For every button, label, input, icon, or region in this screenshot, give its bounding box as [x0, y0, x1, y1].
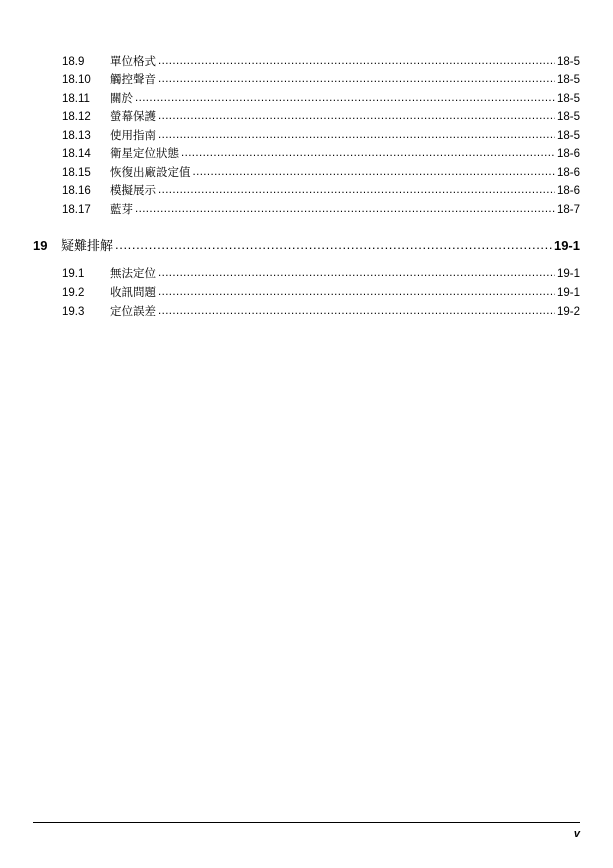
dot-leader	[158, 72, 555, 86]
footer-divider	[33, 822, 580, 823]
toc-entry-18-10[interactable]	[62, 73, 580, 87]
toc-entry-page: 19-1	[556, 287, 580, 299]
toc-entry-19-2[interactable]	[62, 286, 580, 300]
toc-entry-page: 18-5	[556, 56, 580, 68]
toc-entry-number: 18.16	[62, 185, 91, 197]
dot-leader	[115, 236, 552, 254]
dot-leader	[158, 183, 555, 197]
toc-entry-title: 關於	[110, 93, 133, 105]
toc-entry-title: 觸控聲音	[110, 74, 156, 86]
toc-entry-page: 18-5	[556, 93, 580, 105]
toc-entry-number: 19.1	[62, 268, 85, 280]
toc-entry-page: 18-5	[556, 111, 580, 123]
toc-entry-page: 18-5	[556, 74, 580, 86]
toc-entry-18-13[interactable]	[62, 129, 580, 143]
toc-entry-number: 18.14	[62, 148, 91, 160]
dot-leader	[181, 146, 555, 160]
toc-entry-title: 定位誤差	[110, 306, 156, 318]
toc-entry-title: 衛星定位狀態	[110, 148, 179, 160]
toc-chapter-title: 疑難排解	[61, 238, 114, 253]
toc-entry-page: 19-2	[556, 306, 580, 318]
toc-entry-title: 無法定位	[110, 268, 156, 280]
toc-entry-18-14[interactable]	[62, 147, 580, 161]
dot-leader	[158, 109, 555, 123]
toc-entry-18-12[interactable]	[62, 110, 580, 124]
toc-entry-page: 19-1	[556, 268, 580, 280]
toc-entry-title: 藍芽	[110, 204, 133, 216]
toc-entry-title: 模擬展示	[110, 185, 156, 197]
toc-entry-page: 18-6	[556, 167, 580, 179]
toc-chapter-page: 19-1	[553, 238, 580, 253]
toc-chapter-19[interactable]	[33, 237, 580, 255]
dot-leader	[193, 165, 555, 179]
toc-entry-number: 19.2	[62, 287, 85, 299]
dot-leader	[135, 91, 555, 105]
footer-page-number: v	[573, 828, 580, 840]
toc-entry-number: 18.11	[62, 93, 90, 105]
toc-entry-18-16[interactable]	[62, 184, 580, 198]
toc-entry-18-11[interactable]	[62, 92, 580, 106]
toc-entry-title: 單位格式	[110, 56, 156, 68]
toc-entry-title: 恢復出廠設定值	[110, 167, 191, 179]
toc-entry-number: 18.12	[62, 111, 91, 123]
dot-leader	[135, 202, 555, 216]
dot-leader	[158, 304, 555, 318]
toc-entry-title: 收訊問題	[110, 287, 156, 299]
toc-entry-title: 螢幕保護	[110, 111, 156, 123]
toc-entry-18-17[interactable]	[62, 203, 580, 217]
dot-leader	[158, 266, 555, 280]
toc-entry-number: 18.9	[62, 56, 85, 68]
toc-entry-19-1[interactable]	[62, 267, 580, 281]
toc-entry-page: 18-6	[556, 148, 580, 160]
toc-entry-page: 18-5	[556, 130, 580, 142]
toc-entry-number: 18.13	[62, 130, 91, 142]
toc-entry-18-15[interactable]	[62, 166, 580, 180]
dot-leader	[158, 128, 555, 142]
toc-entry-18-9[interactable]	[62, 55, 580, 69]
toc-entry-page: 18-7	[556, 204, 580, 216]
toc-entry-number: 19.3	[62, 306, 85, 318]
dot-leader	[158, 285, 555, 299]
toc-entry-number: 18.15	[62, 167, 91, 179]
toc-entry-number: 18.17	[62, 204, 91, 216]
dot-leader	[158, 54, 555, 68]
toc-entry-page: 18-6	[556, 185, 580, 197]
toc-entry-title: 使用指南	[110, 130, 156, 142]
toc-entry-19-3[interactable]	[62, 305, 580, 319]
toc-entry-number: 18.10	[62, 74, 91, 86]
toc-chapter-number: 19	[33, 238, 48, 253]
